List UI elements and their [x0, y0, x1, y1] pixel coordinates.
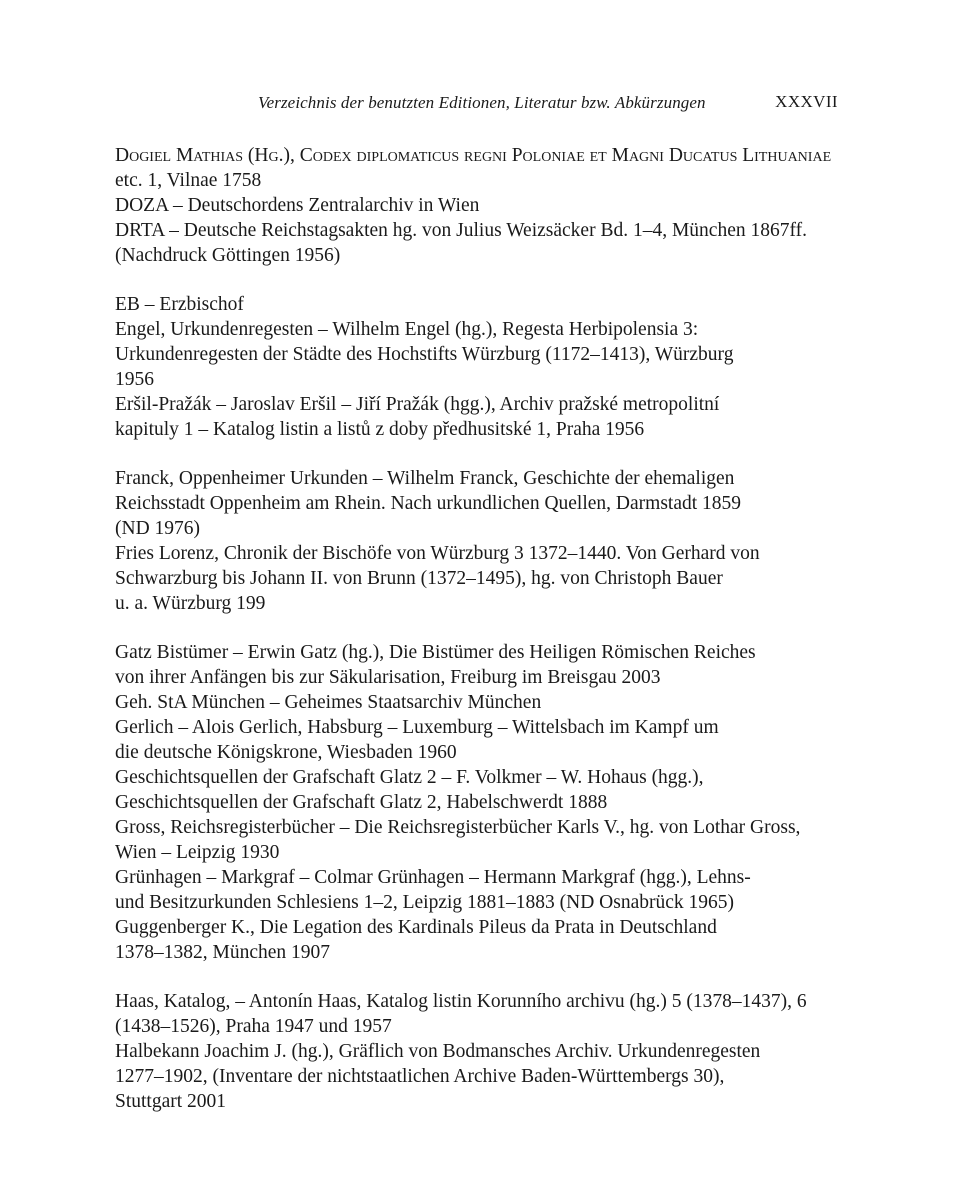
bibliography-entry — [115, 865, 850, 915]
entry-line: Gerlich – Alois Gerlich, Habsburg – Luxemburg – Wittelsbach im Kampf um — [115, 717, 719, 738]
entry-line: Gross, Reichsregisterbücher – Die Reichsregisterbücher Karls V., hg. von Lothar Gross, — [115, 817, 801, 838]
entry-line: Dogiel Mathias (Hg.), Codex diplomaticus regni Poloniae et Magni Ducatus Lithuaniae — [115, 145, 832, 166]
bibliography-entry — [115, 193, 850, 218]
bibliography-entry — [115, 392, 850, 442]
entry-line: Reichsstadt Oppenheim am Rhein. Nach urkundlichen Quellen, Darmstadt 1859 — [115, 493, 742, 514]
section-gap — [115, 616, 850, 640]
entry-line: (Nachdruck Göttingen 1956) — [115, 245, 341, 266]
entry-line: Eršil-Pražák – Jaroslav Eršil – Jiří Pražák (hgg.), Archiv pražské metropolitní — [115, 394, 720, 415]
entry-line: 1956 — [115, 369, 154, 390]
entry-line: Halbekann Joachim J. (hg.), Gräflich von Bodmansches Archiv. Urkundenregesten — [115, 1041, 761, 1062]
entry-line: und Besitzurkunden Schlesiens 1–2, Leipzig 1881–1883 (ND Osnabrück 1965) — [115, 892, 735, 913]
entry-line: kapituly 1 – Katalog listin a listů z doby předhusitské 1, Praha 1956 — [115, 419, 645, 440]
bibliography-entry — [115, 690, 850, 715]
entry-line: (ND 1976) — [115, 518, 201, 539]
bibliography-entry — [115, 815, 850, 865]
entry-line: 1378–1382, München 1907 — [115, 942, 331, 963]
entry-line: Wien – Leipzig 1930 — [115, 842, 280, 863]
entry-line: EB – Erzbischof — [115, 294, 244, 315]
bibliography-entry — [115, 765, 850, 815]
bibliography-list — [115, 143, 850, 1114]
entry-line: Guggenberger K., Die Legation des Kardinals Pileus da Prata in Deutschland — [115, 917, 717, 938]
bibliography-entry — [115, 143, 850, 193]
bibliography-entry — [115, 541, 850, 616]
entry-line: von ihrer Anfängen bis zur Säkularisation, Freiburg im Breisgau 2003 — [115, 667, 661, 688]
bibliography-entry — [115, 1039, 850, 1114]
section-gap — [115, 442, 850, 466]
entry-line: Franck, Oppenheimer Urkunden – Wilhelm Franck, Geschichte der ehemaligen — [115, 468, 735, 489]
bibliography-entry — [115, 317, 850, 392]
entry-line: etc. 1, Vilnae 1758 — [115, 170, 262, 191]
entry-line: DRTA – Deutsche Reichstagsakten hg. von Julius Weizsäcker Bd. 1–4, München 1867ff. — [115, 220, 807, 241]
section-gap — [115, 965, 850, 989]
entry-line: Geh. StA München – Geheimes Staatsarchiv München — [115, 692, 542, 713]
entry-line: Haas, Katalog, – Antonín Haas, Katalog listin Korunního archivu (hg.) 5 (1378–1437), 6 — [115, 991, 807, 1012]
entry-line: Grünhagen – Markgraf – Colmar Grünhagen – Hermann Markgraf (hgg.), Lehns- — [115, 867, 751, 888]
bibliography-entry — [115, 640, 850, 690]
bibliography-entry — [115, 466, 850, 541]
entry-line: DOZA – Deutschordens Zentralarchiv in Wien — [115, 195, 480, 216]
entry-line: Fries Lorenz, Chronik der Bischöfe von Würzburg 3 1372–1440. Von Gerhard von — [115, 543, 760, 564]
bibliography-entry — [115, 915, 850, 965]
entry-line: Urkundenregesten der Städte des Hochstifts Würzburg (1172–1413), Würzburg — [115, 344, 734, 365]
entry-line: die deutsche Königskrone, Wiesbaden 1960 — [115, 742, 457, 763]
bibliography-entry — [115, 292, 850, 317]
page-number: XXXVII — [775, 92, 838, 111]
running-title: Verzeichnis der benutzten Editionen, Literatur bzw. Abkürzungen — [258, 93, 706, 112]
entry-line: 1277–1902, (Inventare der nichtstaatlichen Archive Baden-Württembergs 30), — [115, 1066, 725, 1087]
bibliography-entry — [115, 715, 850, 765]
bibliography-entry — [115, 218, 850, 268]
entry-line: Gatz Bistümer – Erwin Gatz (hg.), Die Bistümer des Heiligen Römischen Reiches — [115, 642, 756, 663]
section-gap — [115, 268, 850, 292]
entry-line: Schwarzburg bis Johann II. von Brunn (1372–1495), hg. von Christoph Bauer — [115, 568, 723, 589]
entry-line: Engel, Urkundenregesten – Wilhelm Engel (hg.), Regesta Herbipolensia 3: — [115, 319, 699, 340]
entry-line: (1438–1526), Praha 1947 und 1957 — [115, 1016, 392, 1037]
entry-line: Stuttgart 2001 — [115, 1091, 227, 1112]
entry-line: Geschichtsquellen der Grafschaft Glatz 2, Habelschwerdt 1888 — [115, 792, 608, 813]
bibliography-entry — [115, 989, 850, 1039]
entry-line: u. a. Würzburg 199 — [115, 593, 266, 614]
entry-line: Geschichtsquellen der Grafschaft Glatz 2 – F. Volkmer – W. Hohaus (hgg.), — [115, 767, 704, 788]
